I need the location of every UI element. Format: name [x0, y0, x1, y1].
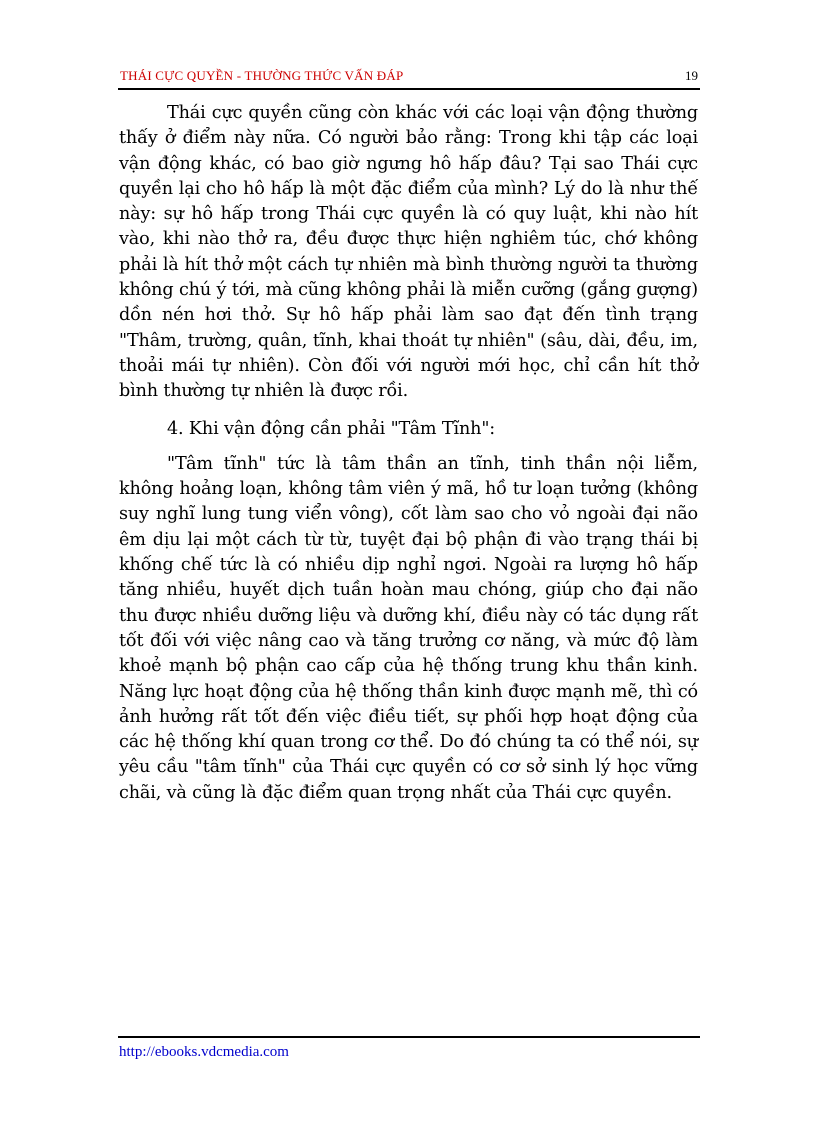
footer-website-link[interactable]: http://ebooks.vdcmedia.com [119, 1044, 289, 1060]
page-body [119, 101, 698, 818]
running-title: THÁI CỰC QUYỀN - THƯỜNG THỨC VẤN ĐÁP [120, 68, 404, 83]
footer-divider [118, 1036, 700, 1038]
body-paragraph-tam-tinh: "Tâm tĩnh" tức là tâm thần an tĩnh, tinh thần nội liễm, không hoảng loạn, không tâm viên ý mã, hồ tư loạn tưởng (không suy nghĩ lung tung viển vông), cốt làm sao cho vỏ ngoài đại não êm dịu lại một cách từ từ, tuyệt đại bộ phận đi vào trạng thái bị khống chế tức là có nhiều dịp nghỉ ngơi. Ngoài ra lượng hô hấp tăng nhiều, huyết dịch tuần hoàn mau chóng, giúp cho đại não thu được nhiều dưỡng liệu và dưỡng khí, điều này có tác dụng rất tốt đối với việc nâng cao và tăng trưởng cơ năng, và mức độ làm khoẻ mạnh bộ phận cao cấp của hệ thống trung khu thần kinh. Năng lực hoạt động của hệ thống thần kinh được mạnh mẽ, thì có ảnh hưởng rất tốt đến việc điều tiết, sự phối hợp hoạt động của các hệ thống khí quan trong cơ thể. Do đó chúng ta có thể nói, sự yêu cầu "tâm tĩnh" của Thái cực quyền có cơ sở sinh lý học vững chãi, và cũng là đặc điểm quan trọng nhất của Thái cực quyền. [119, 453, 698, 803]
page-number: 19 [685, 68, 698, 83]
page-header [118, 64, 700, 90]
section-heading-tam-tinh: 4. Khi vận động cần phải "Tâm Tĩnh": [167, 418, 496, 439]
body-paragraph-breathing: Thái cực quyền cũng còn khác với các loại vận động thường thấy ở điểm này nữa. Có người bảo rằng: Trong khi tập các loại vận động khác, có bao giờ ngưng hô hấp đâu? Tại sao Thái cực quyền lại cho hô hấp là một đặc điểm của mình? Lý do là như thế này: sự hô hấp trong Thái cực quyền là có quy luật, khi nào hít vào, khi nào thở ra, đều được thực hiện nghiêm túc, chớ không phải là hít thở một cách tự nhiên mà bình thường người ta thường không chú ý tới, mà cũng không phải là miễn cưỡng (gắng gượng) dồn nén hơi thở. Sự hô hấp phải làm sao đạt đến tình trạng "Thâm, trường, quân, tĩnh, khai thoát tự nhiên" (sâu, dài, đều, im, thoải mái tự nhiên). Còn đối với người mới học, chỉ cần hít thở bình thường tự nhiên là được rồi. [119, 103, 698, 402]
